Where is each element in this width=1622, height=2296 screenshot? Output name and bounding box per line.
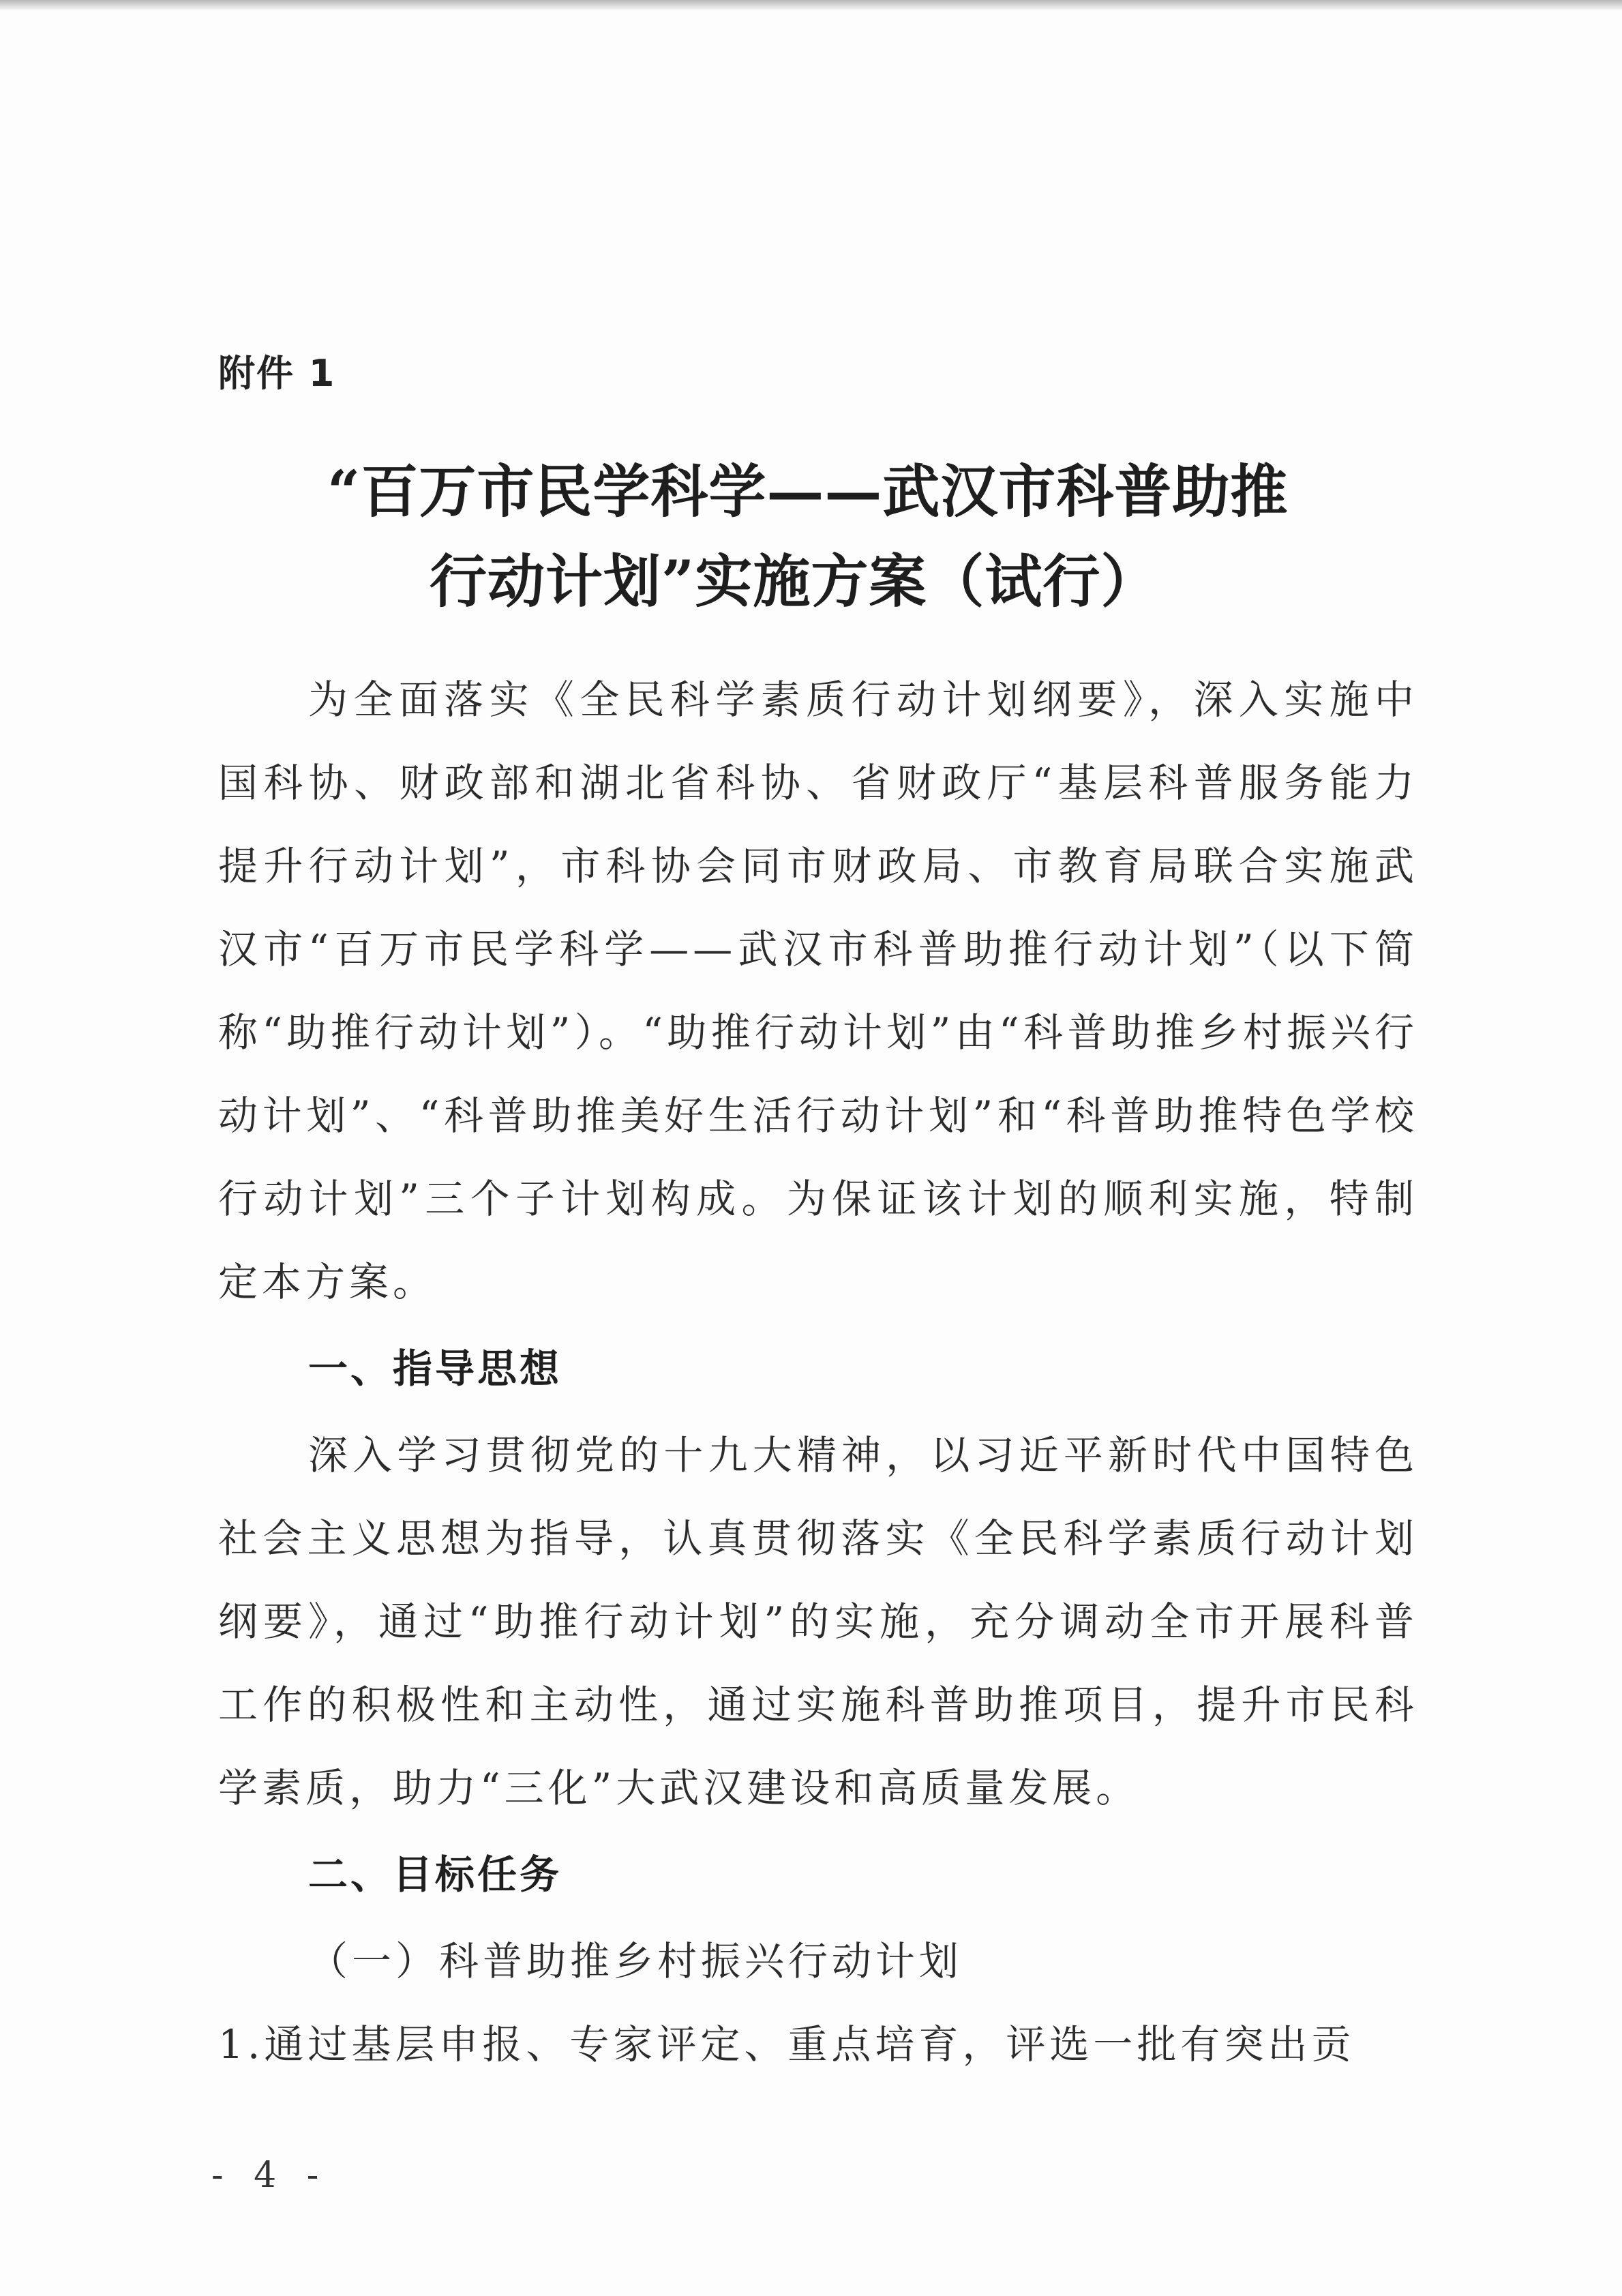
section-2-item-1: 1.通过基层申报、专家评定、重点培育，评选一批有突出贡	[218, 2021, 1355, 2068]
document-body	[218, 658, 1418, 2086]
title-line-2: 行动计划”实施方案（试行）	[430, 548, 1159, 615]
document-title	[327, 447, 1350, 627]
title-line-1: “百万市民学科学——武汉市科普助推	[327, 458, 1289, 525]
intro-paragraph: 为全面落实《全民科学素质行动计划纲要》，深入实施中国科协、财政部和湖北省科协、省财政厅“基层科普服务能力提升行动计划”，市科协会同市财政局、市教育局联合实施武汉市“百万市民学科学——武汉市科普助推行动计划”（以下简称“助推行动计划”）。“助推行动计划”由“科普助推乡村振兴行动计划”、“科普助推美好生活行动计划”和“科普助推特色学校行动计划”三个子计划构成。为保证该计划的顺利实施，特制定本方案。	[218, 676, 1418, 1305]
section-1-paragraph: 深入学习贯彻党的十九大精神，以习近平新时代中国特色社会主义思想为指导，认真贯彻落实《全民科学素质行动计划纲要》，通过“助推行动计划”的实施，充分调动全市开展科普工作的积极性和主动性，通过实施科普助推项目，提升市民科学素质，助力“三化”大武汉建设和高质量发展。	[218, 1432, 1418, 1811]
section-1-heading: 一、指导思想	[308, 1345, 562, 1392]
scan-top-edge	[0, 0, 1622, 10]
section-2-subheading: （一）科普助推乡村振兴行动计划	[308, 1938, 963, 1984]
page-number: - 4 -	[211, 2155, 329, 2196]
section-2-heading: 二、目标任务	[308, 1851, 562, 1898]
attachment-label: 附件 1	[218, 352, 336, 395]
